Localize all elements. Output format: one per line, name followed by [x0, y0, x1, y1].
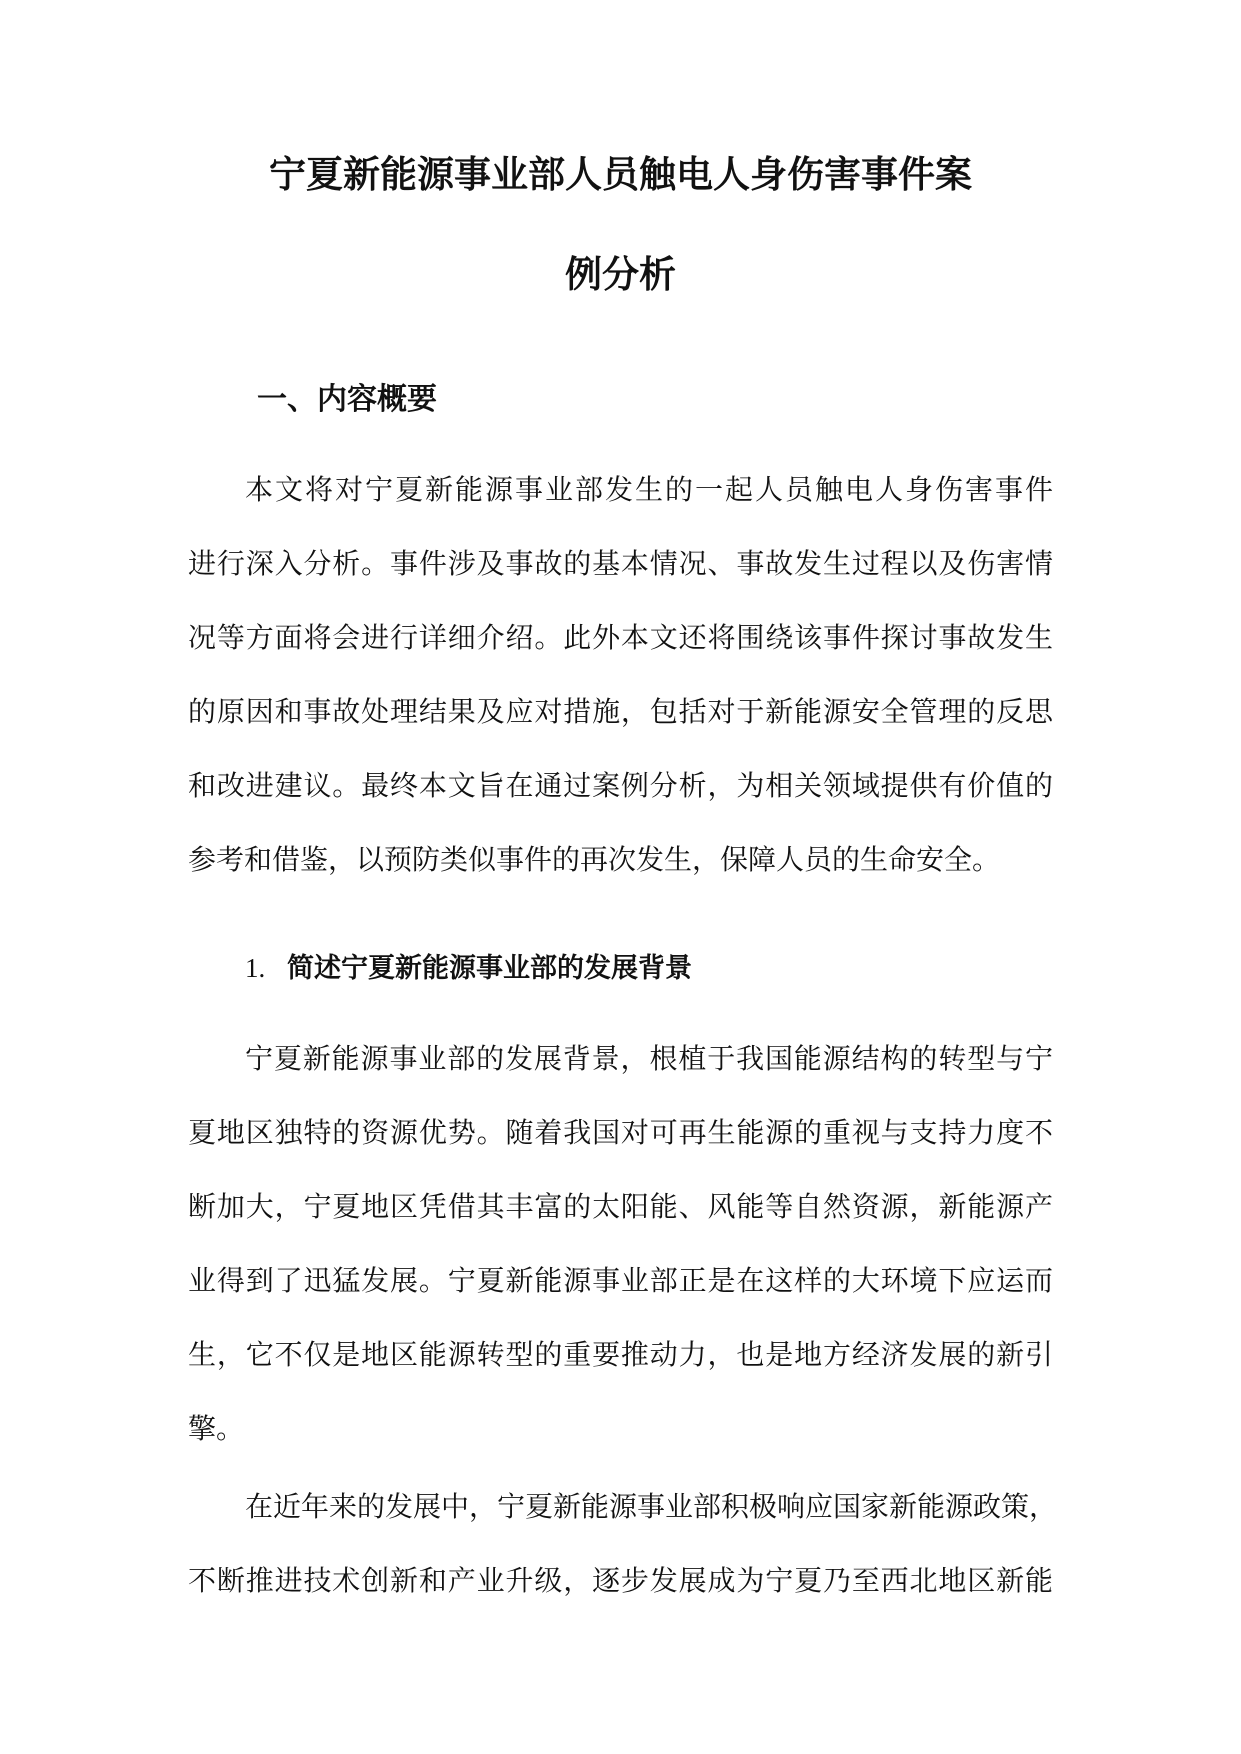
paragraph-line: 在近年来的发展中，宁夏新能源事业部积极响应国家新能源政策， [245, 1490, 1058, 1523]
paragraph-line: 不断推进技术创新和产业升级，逐步发展成为宁夏乃至西北地区新能 [188, 1564, 1053, 1597]
paragraph-line: 进行深入分析。事件涉及事故的基本情况、事故发生过程以及伤害情 [188, 547, 1053, 580]
subsection-title: 简述宁夏新能源事业部的发展背景 [287, 953, 692, 984]
paragraph-line: 的原因和事故处理结果及应对措施，包括对于新能源安全管理的反思 [188, 695, 1053, 728]
document-title-line-2: 例分析 [565, 253, 676, 296]
section-heading-content-summary: 一、内容概要 [257, 382, 437, 417]
paragraph-line: 参考和借鉴，以预防类似事件的再次发生，保障人员的生命安全。 [188, 843, 1001, 876]
paragraph-line: 夏地区独特的资源优势。随着我国对可再生能源的重视与支持力度不 [188, 1116, 1053, 1149]
paragraph-line: 擎。 [188, 1412, 245, 1445]
subsection-number: 1. [245, 953, 266, 983]
background-paragraph-2 [188, 1470, 1058, 1618]
section-summary-paragraph [188, 453, 1053, 897]
paragraph-line: 和改进建议。最终本文旨在通过案例分析，为相关领域提供有价值的 [188, 769, 1053, 802]
paragraph-line: 断加大，宁夏地区凭借其丰富的太阳能、风能等自然资源，新能源产 [188, 1190, 1053, 1223]
paragraph-line: 宁夏新能源事业部的发展背景，根植于我国能源结构的转型与宁 [245, 1042, 1053, 1075]
document-title-line-1: 宁夏新能源事业部人员触电人身伤害事件案 [269, 153, 972, 196]
background-paragraph-1 [188, 1022, 1053, 1466]
paragraph-line: 本文将对宁夏新能源事业部发生的一起人员触电人身伤害事件 [245, 473, 1053, 506]
paragraph-line: 业得到了迅猛发展。宁夏新能源事业部正是在这样的大环境下应运而 [188, 1264, 1053, 1297]
subsection-heading-background [245, 948, 692, 989]
paragraph-line: 况等方面将会进行详细介绍。此外本文还将围绕该事件探讨事故发生 [188, 621, 1053, 654]
paragraph-line: 生，它不仅是地区能源转型的重要推动力，也是地方经济发展的新引 [188, 1338, 1053, 1371]
